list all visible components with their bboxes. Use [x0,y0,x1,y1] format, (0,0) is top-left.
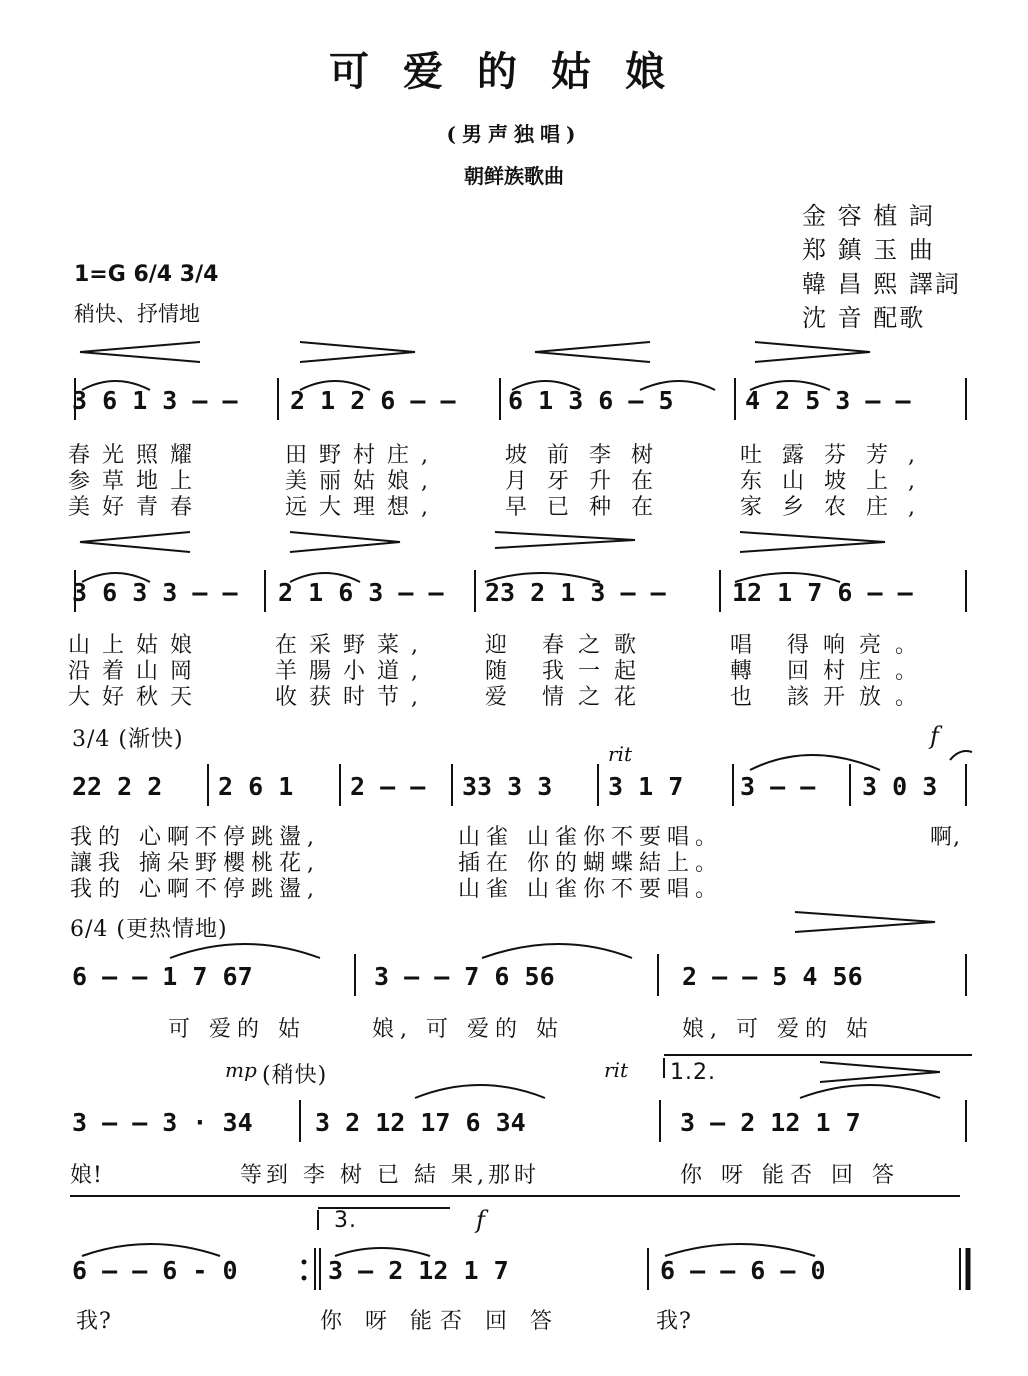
song-title: 可爱的姑娘 [329,48,699,95]
credit-arranger: 沈 音 配歌 [802,304,926,332]
s3-measure-4: 33 3 3 [462,772,553,801]
s5-measure-1: 3 — — 3 · 34 [72,1108,253,1137]
s4-lyric-2: 娘, 可 爱的 姑 [372,1017,564,1042]
s1-measure-4: 4 2 5 3 — — [745,386,911,415]
s6-lyric-3: 我? [656,1309,692,1334]
s3-measure-3: 2 — — [350,772,426,801]
s6-dynamic: f [476,1206,485,1234]
s3-marking: 3/4 (渐快) [72,727,184,752]
s1-lyric-3b: 远大理想, [285,495,440,520]
s5-dynamic: mp [225,1058,257,1082]
key-signature: 1=G 6/4 3/4 [74,262,219,287]
s3-lyric-1c: 啊, [930,825,961,850]
s1-lyric-1d: 吐露芬芳, [740,443,935,468]
s5-marking: (稍快) [262,1063,328,1088]
s1-measure-3: 6 1 3 6 — 5 [508,386,674,415]
s5-volta: 1.2. [670,1060,716,1085]
s3-lyric-1b: 山雀 山雀你不要唱。 [458,825,723,850]
s6-volta: 3. [334,1208,357,1233]
tempo-marking: 稍快、抒情地 [74,302,200,326]
s3-dynamic: f [930,722,939,750]
s4-lyric-3: 娘, 可 爱的 姑 [682,1017,874,1042]
s2-measure-3: 23 2 1 3 — — [485,578,666,607]
s2-lyric-2b: 羊腸小道, [275,659,430,684]
s2-measure-1: 3 6 3 3 — — [72,578,238,607]
s2-lyric-1d: 唱 得响亮。 [730,633,931,658]
s2-lyric-1a: 山上姑娘 [68,633,205,658]
s2-lyric-1b: 在采野菜, [275,633,430,658]
s1-lyric-2b: 美丽姑娘, [285,469,440,494]
song-genre: 朝鲜族歌曲 [464,164,564,188]
s6-lyric-2: 你 呀 能否 回 答 [320,1309,560,1334]
s3-measure-5: 3 1 7 [608,772,684,801]
s5-lyric-3: 你 呀 能否 回 答 [680,1163,900,1188]
s1-lyric-1b: 田野村庄, [285,443,440,468]
s2-lyric-1c: 迎 春之歌 [485,633,650,658]
s4-marking: 6/4 (更热情地) [70,917,228,942]
s5-measure-3: 3 — 2 12 1 7 [680,1108,861,1137]
s1-measure-2: 2 1 2 6 — — [290,386,456,415]
s2-measure-2: 2 1 6 3 — — [278,578,444,607]
s3-lyric-3b: 山雀 山雀你不要唱。 [458,877,723,902]
s4-measure-3: 2 — — 5 4 56 [682,962,863,991]
s3-measure-1: 22 2 2 [72,772,163,801]
s3-lyric-2a: 讓我 摘朵野櫻桃花, [70,851,320,876]
s3-measure-7: 3 0 3 [862,772,938,801]
credit-translator: 韓 昌 熙 譯詞 [802,270,961,298]
s2-lyric-2a: 沿着山岡 [68,659,205,684]
s4-measure-2: 3 — — 7 6 56 [374,962,555,991]
s2-measure-4: 12 1 7 6 — — [732,578,913,607]
s5-lyric-1: 娘! [70,1163,103,1188]
credit-lyricist: 金 容 植 詞 [802,202,935,230]
s1-lyric-2d: 东山坡上, [740,469,935,494]
s2-lyric-2d: 轉 回村庄。 [730,659,931,684]
s1-lyric-1a: 春光照耀 [68,443,205,468]
s1-measure-1: 3 6 1 3 — — [72,386,238,415]
s6-lyric-1: 我? [76,1309,112,1334]
s2-lyric-2c: 随 我一起 [485,659,650,684]
s1-lyric-2a: 参草地上 [68,469,205,494]
s3-lyric-1a: 我的 心啊不停跳盪, [70,825,320,850]
credit-composer: 郑 鎮 玉 曲 [802,236,935,264]
s2-lyric-3b: 收获时节, [275,685,430,710]
s1-lyric-3d: 家乡农庄, [740,495,935,520]
s4-lyric-1: 可 爱的 姑 [168,1017,306,1042]
s1-lyric-3c: 早已种在 [505,495,674,520]
s6-measure-3: 6 — — 6 — 0 [660,1256,826,1285]
s1-lyric-2c: 月牙升在 [505,469,674,494]
s2-lyric-3d: 也 該开放。 [730,685,931,710]
s1-lyric-3a: 美好青春 [68,495,205,520]
s2-lyric-3a: 大好秋天 [68,685,205,710]
s3-rit: rit [608,742,632,766]
s3-measure-6: 3 — — [740,772,816,801]
s4-measure-1: 6 — — 1 7 67 [72,962,253,991]
s5-lyric-2: 等到 李 树 已 結 果,那时 [240,1163,540,1188]
s5-rit: rit [604,1058,628,1082]
s1-lyric-1c: 坡前李树 [505,443,674,468]
s5-measure-2: 3 2 12 17 6 34 [315,1108,526,1137]
s3-lyric-2b: 插在 你的蝴蝶結上。 [458,851,723,876]
song-subtitle: (男声独唱) [446,122,582,146]
s3-measure-2: 2 6 1 [218,772,294,801]
s2-lyric-3c: 爱 情之花 [485,685,650,710]
s6-measure-2: 3 — 2 12 1 7 [328,1256,509,1285]
s6-measure-1: 6 — — 6 - 0 [72,1256,238,1285]
s3-lyric-3a: 我的 心啊不停跳盪, [70,877,320,902]
